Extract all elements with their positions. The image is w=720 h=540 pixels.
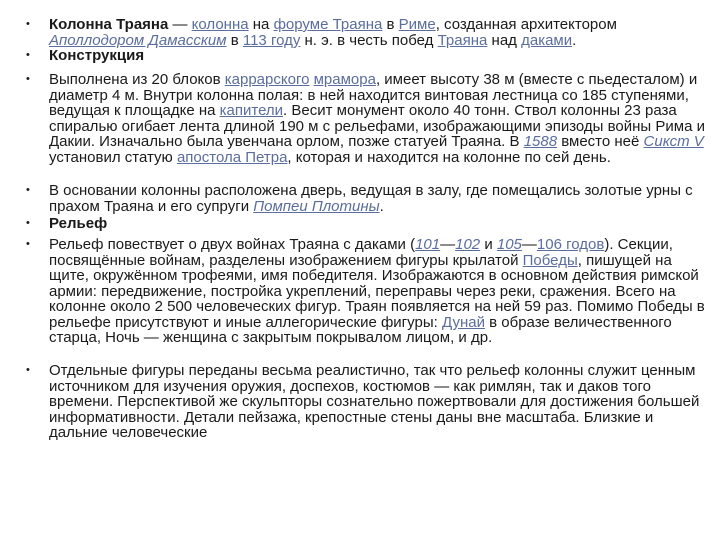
section-heading — [49, 48, 715, 64]
text-link[interactable]: форуме Траяна — [273, 16, 383, 33]
text-run: Рельеф повествует о двух войнах Траяна с даками ( — [49, 236, 416, 253]
text-run: установил статую — [49, 148, 177, 166]
text-run: ). Секции, посвящённые войнам, разделены изображением фигуры крылатой — [49, 236, 673, 269]
bullet: • — [26, 184, 30, 196]
list-item-text — [49, 237, 715, 346]
text-link[interactable]: 113 году — [242, 31, 301, 49]
bullet: • — [26, 238, 30, 250]
text-run: В основании колонны расположена дверь, ведущая в залу, где помещались золотые урны с прахом Траяна и его супруги — [49, 182, 693, 215]
bullet: • — [26, 73, 30, 85]
bullet: • — [26, 49, 30, 61]
text-run: , имеет высоту 38 м (вместе с пьедесталом) и диаметр 4 м. Внутри колонна полая: в ней находится винтовая лестница со 185 ступенями, ведущая к площадке на — [49, 71, 698, 119]
text-run: на — [248, 16, 274, 33]
text-link[interactable]: колонна — [191, 16, 249, 33]
section-heading — [49, 216, 715, 232]
text-link[interactable]: 1588 — [523, 133, 558, 150]
text-run: — — [440, 236, 456, 253]
text-link[interactable]: мрамора — [313, 71, 376, 88]
text-run: Выполнена из 20 блоков — [49, 71, 225, 88]
text-link[interactable]: 102 — [455, 236, 481, 253]
text-run: — — [521, 236, 537, 253]
text-link[interactable]: Помпеи Плотины — [253, 197, 380, 215]
text-run: — — [168, 16, 192, 33]
text-run: , созданная архитектором — [435, 16, 617, 33]
bold-text: Рельеф — [49, 215, 108, 232]
text-run: и — [480, 236, 497, 253]
text-link[interactable]: Аполлодором Дамасским — [49, 31, 227, 49]
bold-text: Колонна Траяна — [49, 16, 169, 33]
text-run: н. э. в честь побед — [300, 31, 438, 49]
text-link[interactable]: капители — [219, 102, 284, 119]
text-run: . Весит монумент около 40 тонн. Ствол колонны 23 раза спиралью огибает лента длиной 190 м с рельефами, изображающими эпизоды войны Рима и Дакии. Изначально была увенчана орлом, позже статуей Траяна. В — [49, 102, 705, 150]
list-item-text — [49, 183, 715, 214]
text-run: вместо неё — [557, 133, 644, 150]
text-run: над — [487, 31, 522, 49]
bullet: • — [26, 217, 30, 229]
text-link[interactable]: Траяна — [437, 31, 488, 49]
text-link[interactable]: Риме — [398, 16, 436, 33]
bullet: • — [26, 364, 30, 376]
text-link[interactable]: Дунай — [441, 313, 485, 331]
list-item-text — [49, 363, 715, 441]
text-link[interactable]: апостола Петра — [176, 148, 288, 166]
text-link[interactable]: Сикст V — [643, 133, 704, 150]
text-link[interactable]: каррарского — [224, 71, 310, 88]
text-link[interactable]: 106 годов — [536, 236, 605, 253]
bullet: • — [26, 18, 30, 30]
text-run: . — [572, 31, 577, 49]
text-run: . — [379, 197, 384, 215]
text-run: в — [226, 31, 243, 49]
text-run: Отдельные фигуры переданы весьма реалистично, так что рельеф колонны служит ценным источником для изучения оружия, доспехов, костюмов — как римлян, так и даков того времени. Перспективой же скульпторы сознательно пожертвовали для достижения большей информативности. Детали пейзажа, крепостные стены даны вне масштаба. Близкие и дальние человеческие — [49, 362, 700, 441]
text-link[interactable]: 105 — [496, 236, 522, 253]
text-run: , пишущей на щите, окружённом трофеями, имя победителя. Изображаются в основном действия римской армии: передвижение, постройка укреплений, переправы через реки, сражения. Всего на колонне около 2 500 человеческих фигур. Траян появляется на ней 59 раз. Помимо Победы в рельефе присутствуют и иные аллегорические фигуры: — [49, 251, 705, 331]
text-link[interactable]: даками — [521, 31, 573, 49]
text-run: , которая и находится на колонне по сей день. — [287, 148, 611, 166]
text-run: в образе величественного старца, Ночь — женщина с закрытым покрывалом лицом, и др. — [49, 313, 672, 346]
text-link[interactable]: Победы — [522, 251, 578, 269]
bold-text: Конструкция — [49, 47, 145, 64]
text-run: в — [382, 16, 399, 33]
list-item-text — [49, 17, 715, 48]
text-link[interactable]: 101 — [415, 236, 441, 253]
list-item-text — [49, 72, 715, 165]
